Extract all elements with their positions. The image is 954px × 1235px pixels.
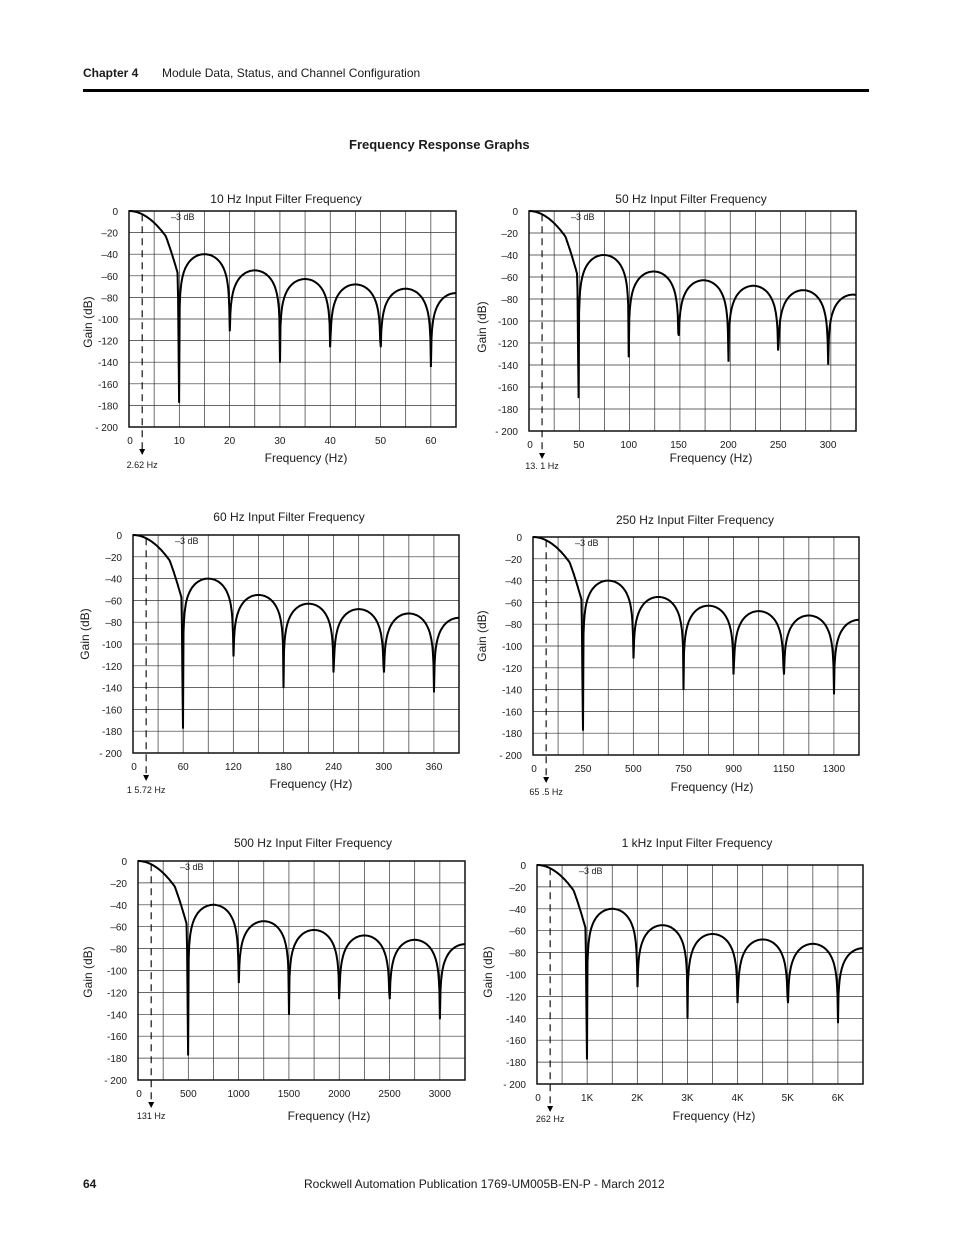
y-tick-label: –60 xyxy=(501,273,518,284)
x-tick-label: 3K xyxy=(681,1093,694,1104)
y-tick-label: –20 xyxy=(505,554,522,566)
publication-info: Rockwell Automation Publication 1769-UM005B-EN-P - March 2012 xyxy=(304,1177,665,1191)
y-tick-label: –40 xyxy=(105,574,122,586)
y-tick-label: -160 xyxy=(106,1032,127,1044)
x-tick-label: 4K xyxy=(731,1093,744,1104)
y-tick-label: -180 xyxy=(505,1058,526,1070)
cutoff-freq-label: 1 5.72 Hz xyxy=(126,785,166,795)
y-tick-label: -100 xyxy=(101,640,122,651)
y-tick-label: –60 xyxy=(105,596,122,608)
x-tick-label: 300 xyxy=(819,440,837,451)
x-axis-label: Frequency (Hz) xyxy=(287,1109,371,1123)
y-tick-label: -120 xyxy=(106,988,127,1000)
y-tick-label: –60 xyxy=(509,926,526,938)
y-tick-label: 0 xyxy=(516,533,522,544)
x-tick-label: 500 xyxy=(624,764,642,775)
y-tick-label: –20 xyxy=(501,229,518,240)
y-tick-label: –80 xyxy=(110,944,127,956)
cutoff-db-label: –3 dB xyxy=(571,212,595,222)
y-tick-label: 0 xyxy=(512,207,518,218)
y-tick-label: -100 xyxy=(505,970,526,982)
x-tick-label: 240 xyxy=(325,762,342,773)
response-curve xyxy=(537,865,863,1060)
chart-title: 60 Hz Input Filter Frequency xyxy=(213,510,365,524)
x-tick-label: 50 xyxy=(573,440,585,451)
chart-title: 10 Hz Input Filter Frequency xyxy=(210,192,362,206)
page-number: 64 xyxy=(83,1177,97,1191)
chart-title: 500 Hz Input Filter Frequency xyxy=(233,836,393,850)
cutoff-db-label: –3 dB xyxy=(575,538,599,548)
x-tick-label: 10 xyxy=(173,436,185,447)
x-tick-label: 2000 xyxy=(328,1089,351,1100)
y-tick-label: 0 xyxy=(116,531,122,542)
x-tick-label: 100 xyxy=(620,440,638,451)
chart-title: 250 Hz Input Filter Frequency xyxy=(615,513,775,527)
x-tick-label: 500 xyxy=(179,1089,197,1100)
y-tick-label: -120 xyxy=(101,661,122,673)
y-tick-label: –60 xyxy=(110,922,127,934)
y-axis-label: Gain (dB) xyxy=(81,296,95,348)
y-tick-label: - 200 xyxy=(499,751,522,762)
y-axis-label: Gain (dB) xyxy=(78,608,92,660)
cutoff-freq-label: 262 Hz xyxy=(535,1114,565,1124)
y-tick-label: -180 xyxy=(501,729,522,741)
y-tick-label: -160 xyxy=(497,383,518,394)
y-tick-label: –40 xyxy=(509,904,526,916)
y-tick-label: 0 xyxy=(520,861,526,872)
x-tick-label: 1150 xyxy=(773,764,795,775)
y-tick-label: –80 xyxy=(501,295,518,306)
y-tick-label: -120 xyxy=(97,336,118,348)
x-tick-label: 250 xyxy=(574,764,592,775)
x-tick-label: 0 xyxy=(527,440,533,451)
cutoff-freq-label: 2.62 Hz xyxy=(126,460,158,470)
y-tick-label: -140 xyxy=(101,683,122,695)
x-tick-label: 30 xyxy=(274,436,286,447)
y-tick-label: –20 xyxy=(110,878,127,890)
y-tick-label: -180 xyxy=(101,727,122,739)
y-tick-label: -120 xyxy=(505,992,526,1004)
y-axis-label: Gain (dB) xyxy=(475,301,489,353)
x-tick-label: 1000 xyxy=(227,1089,250,1100)
y-tick-label: 0 xyxy=(112,207,118,218)
x-tick-label: 750 xyxy=(675,764,692,775)
chapter-label: Chapter 4 xyxy=(83,66,139,80)
x-tick-label: 0 xyxy=(127,436,133,447)
y-tick-label: -140 xyxy=(97,358,118,370)
x-tick-label: 60 xyxy=(425,436,437,447)
x-tick-label: 1K xyxy=(581,1093,594,1104)
x-tick-label: 3000 xyxy=(428,1089,451,1100)
x-tick-label: 2K xyxy=(631,1093,644,1104)
x-tick-label: 0 xyxy=(531,764,537,775)
y-tick-label: –20 xyxy=(105,552,122,564)
x-tick-label: 6K xyxy=(831,1093,845,1104)
y-tick-label: - 200 xyxy=(104,1076,127,1087)
x-tick-label: 2500 xyxy=(378,1089,401,1100)
y-tick-label: –40 xyxy=(110,900,127,912)
y-tick-label: –80 xyxy=(505,620,522,632)
y-tick-label: -120 xyxy=(497,339,518,350)
cutoff-db-label: –3 dB xyxy=(180,862,204,872)
y-tick-label: –80 xyxy=(105,618,122,630)
y-tick-label: - 200 xyxy=(99,749,122,760)
x-tick-label: 300 xyxy=(375,762,393,773)
section-title: Frequency Response Graphs xyxy=(349,137,530,152)
y-tick-label: –40 xyxy=(101,250,118,262)
y-tick-label: -100 xyxy=(97,315,118,326)
cutoff-arrow xyxy=(547,1106,553,1112)
cutoff-freq-label: 13. 1 Hz xyxy=(525,461,559,471)
y-tick-label: 0 xyxy=(121,857,127,868)
x-tick-label: 1500 xyxy=(277,1089,301,1100)
y-tick-label: –40 xyxy=(501,251,518,262)
x-tick-label: 250 xyxy=(769,440,787,451)
y-tick-label: - 200 xyxy=(495,427,518,438)
cutoff-db-label: –3 dB xyxy=(171,212,195,222)
y-tick-label: –80 xyxy=(509,948,526,960)
y-tick-label: -120 xyxy=(501,663,522,675)
x-tick-label: 150 xyxy=(670,440,687,451)
cutoff-freq-label: 65 .5 Hz xyxy=(529,787,563,797)
y-tick-label: -100 xyxy=(497,317,518,328)
y-tick-label: –60 xyxy=(101,271,118,283)
y-tick-label: –40 xyxy=(505,576,522,588)
y-axis-label: Gain (dB) xyxy=(475,610,489,662)
y-tick-label: -160 xyxy=(505,1036,526,1048)
y-tick-label: –20 xyxy=(509,882,526,894)
y-tick-label: -140 xyxy=(505,1014,526,1026)
x-tick-label: 50 xyxy=(374,436,387,447)
y-tick-label: - 200 xyxy=(503,1080,526,1091)
x-tick-label: 180 xyxy=(275,762,292,773)
x-axis-label: Frequency (Hz) xyxy=(670,780,754,794)
x-tick-label: 120 xyxy=(224,762,242,773)
chart-title: 50 Hz Input Filter Frequency xyxy=(615,192,767,206)
y-tick-label: –60 xyxy=(505,598,522,610)
x-tick-label: 0 xyxy=(535,1093,541,1104)
x-tick-label: 200 xyxy=(720,440,737,451)
y-tick-label: -100 xyxy=(106,966,127,978)
x-axis-label: Frequency (Hz) xyxy=(269,777,353,791)
x-axis-label: Frequency (Hz) xyxy=(669,451,753,465)
y-tick-label: -180 xyxy=(97,401,118,413)
x-tick-label: 360 xyxy=(425,762,443,773)
chart-title: 1 kHz Input Filter Frequency xyxy=(621,836,773,850)
y-axis-label: Gain (dB) xyxy=(81,946,95,998)
y-tick-label: -160 xyxy=(501,707,522,719)
x-tick-label: 5K xyxy=(781,1093,794,1104)
y-tick-label: –20 xyxy=(101,228,118,240)
x-tick-label: 60 xyxy=(177,762,189,773)
y-tick-label: -180 xyxy=(497,405,518,416)
x-tick-label: 20 xyxy=(224,436,236,447)
y-tick-label: –80 xyxy=(101,293,118,305)
x-tick-label: 900 xyxy=(725,764,742,775)
y-tick-label: -180 xyxy=(106,1054,127,1066)
y-tick-label: -100 xyxy=(501,642,522,653)
x-tick-label: 1300 xyxy=(822,764,846,775)
cutoff-freq-label: 131 Hz xyxy=(136,1111,166,1121)
cutoff-db-label: –3 dB xyxy=(175,536,199,546)
y-tick-label: -140 xyxy=(106,1010,127,1022)
x-tick-label: 40 xyxy=(324,436,336,447)
y-axis-label: Gain (dB) xyxy=(481,946,495,998)
y-tick-label: -140 xyxy=(501,685,522,697)
y-tick-label: -160 xyxy=(101,705,122,717)
x-axis-label: Frequency (Hz) xyxy=(672,1109,756,1123)
x-tick-label: 0 xyxy=(131,762,137,773)
y-tick-label: - 200 xyxy=(95,423,118,434)
cutoff-db-label: –3 dB xyxy=(579,866,603,876)
y-tick-label: -160 xyxy=(97,379,118,391)
chapter-title: Module Data, Status, and Channel Configuration xyxy=(162,66,421,80)
x-axis-label: Frequency (Hz) xyxy=(264,451,348,465)
x-tick-label: 0 xyxy=(136,1089,142,1100)
y-tick-label: -140 xyxy=(497,361,518,372)
